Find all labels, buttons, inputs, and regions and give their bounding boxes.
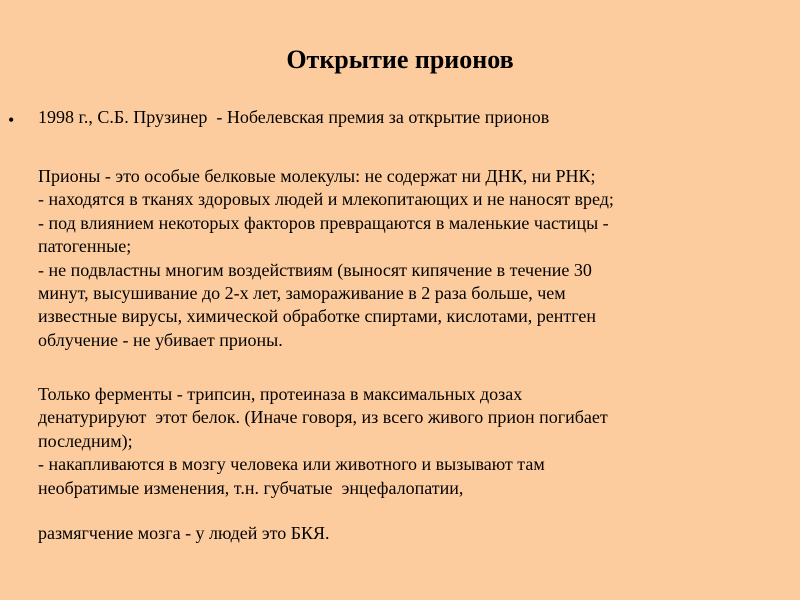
nobel-prize-line: 1998 г., С.Б. Прузинер - Нобелевская премия за открытие прионов	[38, 107, 550, 127]
bullet-marker: •	[8, 110, 15, 130]
enzymes-paragraph: Только ферменты - трипсин, протеиназа в максимальных дозах денатурируют этот белок. (Иначе говоря, из всего живого прион погибает последним); - накапливаются в мозгу человека или животного и вызывают там необратимые изменения, т.н. губчатые энцефалопатии,	[38, 384, 608, 498]
slide-title: Открытие прионов	[286, 45, 514, 74]
brain-softening-line: размягчение мозга - у людей это БКЯ.	[38, 523, 330, 543]
prion-properties-paragraph: Прионы - это особые белковые молекулы: не содержат ни ДНК, ни РНК; - находятся в тканях здоровых людей и млекопитающих и не наносят вред; - под влиянием некоторых факторов превращаются в маленькие частицы - патогенные; - не подвластны многим воздействиям (выносят кипячение в течение 30 минут, высушивание до 2-х лет, замораживание в 2 раза больше, чем известные вирусы, химической обработке спиртами, кислотами, рентген облучение - не убивает прионы.	[38, 166, 614, 350]
